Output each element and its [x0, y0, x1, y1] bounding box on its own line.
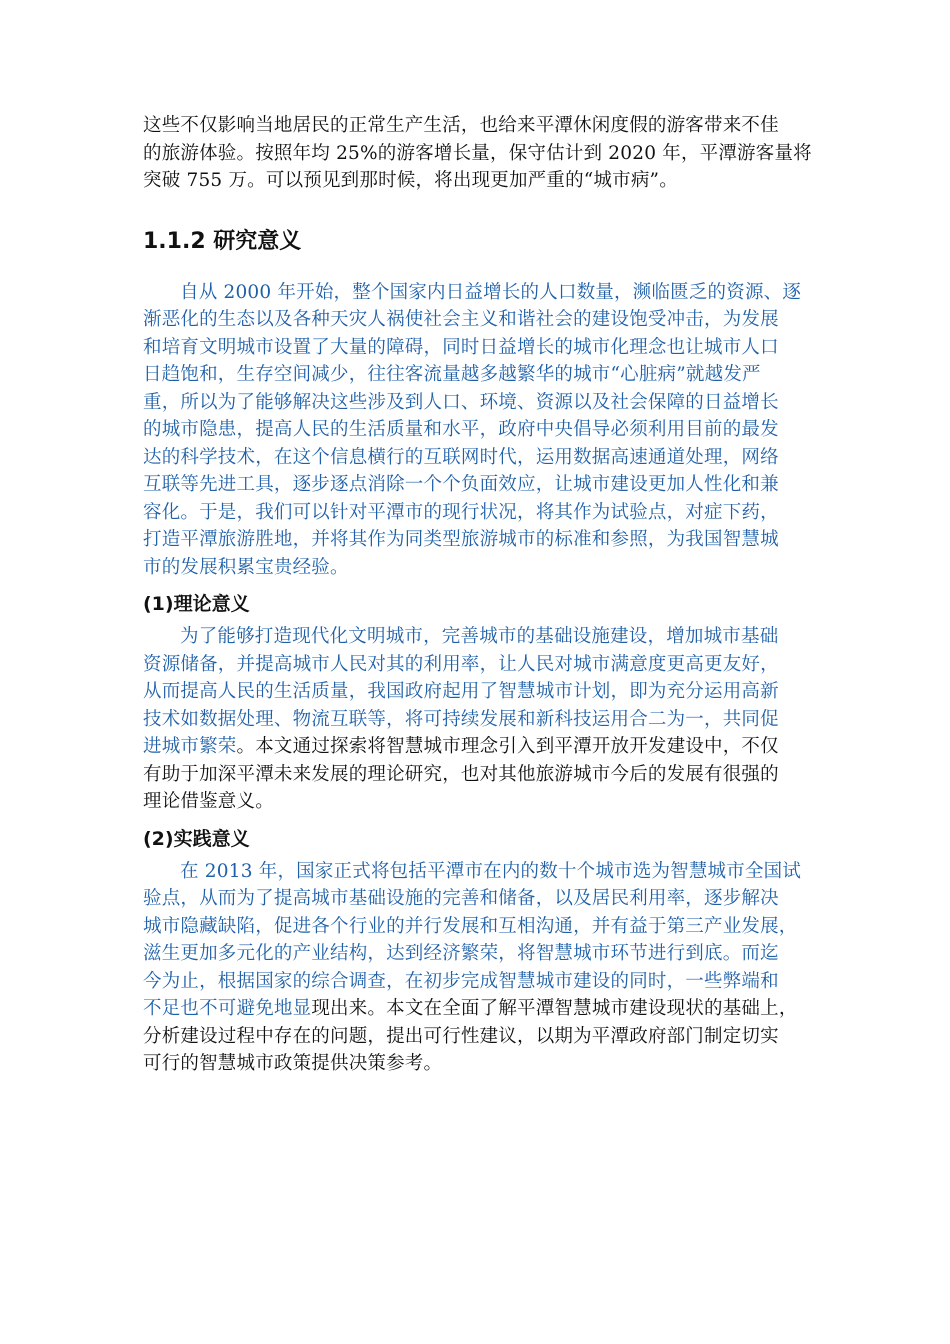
- text-segment: 不足也不可避免地显: [143, 998, 312, 1019]
- text-line: 为了能够打造现代化文明城市，完善城市的基础设施建设，增加城市基础: [180, 626, 779, 647]
- text-line: 自从 2000 年开始，整个国家内日益增长的人口数量，濒临匮乏的资源、逐: [180, 281, 802, 303]
- text-line: 理论借鉴意义。: [143, 791, 274, 812]
- text-line: 突破 755 万。可以预见到那时候，将出现更加严重的“城市病”。: [143, 170, 678, 191]
- text-line: 重，所以为了能够解决这些涉及到人口、环境、资源以及社会保障的日益增长: [143, 391, 779, 413]
- text-line: 验点，从而为了提高城市基础设施的完善和储备，以及居民利用率，逐步解决: [143, 888, 779, 909]
- text-line: 打造平潭旅游胜地，并将其作为同类型旅游城市的标准和参照，为我国智慧城: [143, 529, 779, 550]
- text-line: [143, 995, 811, 1023]
- text-line: 互联等先进工具，逐步逐点消除一个个负面效应，让城市建设更加人性化和兼: [143, 474, 779, 495]
- text-line: 今为止，根据国家的综合调查，在初步完成智慧城市建设的同时，一些弊端和: [143, 970, 779, 992]
- text-line: 市的发展积累宝贵经验。: [143, 556, 349, 578]
- text-segment: 现出来。本文在全面了解平潭智慧城市建设现状的基础上，: [311, 998, 798, 1019]
- text-line: 渐恶化的生态以及各种天灾人祸使社会主义和谐社会的建设饱受冲击，为发展: [143, 309, 779, 330]
- text-segment: 。本文通过探索将智慧城市理念引入到平潭开放开发建设中，不仅: [236, 736, 779, 757]
- text-line: [143, 733, 811, 761]
- text-line: 容化。于是，我们可以针对平潭市的现行状况，将其作为试验点，对症下药，: [143, 501, 779, 523]
- text-line: 在 2013 年，国家正式将包括平潭市在内的数十个城市选为智慧城市全国试: [180, 860, 802, 882]
- text-line: 从而提高人民的生活质量，我国政府起用了智慧城市计划，即为充分运用高新: [143, 681, 779, 702]
- text-line: 这些不仅影响当地居民的正常生产生活，也给来平潭休闲度假的游客带来不佳: [143, 115, 779, 136]
- text-line: 技术如数据处理、物流互联等，将可持续发展和新科技运用合二为一，共同促: [143, 708, 779, 730]
- text-line: 和培育文明城市设置了大量的障碍，同时日益增长的城市化理念也让城市人口: [143, 336, 779, 358]
- text-line: 城市隐藏缺陷，促进各个行业的并行发展和互相沟通，并有益于第三产业发展，: [143, 915, 798, 937]
- text-line: 达的科学技术，在这个信息横行的互联网时代，运用数据高速通道处理，网络: [143, 446, 779, 468]
- text-segment: 进城市繁荣: [143, 736, 237, 757]
- paragraph-research-significance: [143, 279, 811, 582]
- text-line: 可行的智慧城市政策提供决策参考。: [143, 1053, 443, 1074]
- section-heading: 1.1.2 研究意义: [143, 228, 302, 254]
- text-line: 分析建设过程中存在的问题，提出可行性建议，以期为平潭政府部门制定切实: [143, 1025, 779, 1047]
- text-line: 资源储备，并提高城市人民对其的利用率，让人民对城市满意度更高更友好，: [143, 653, 779, 675]
- subheading-practice: (2)实践意义: [143, 827, 250, 850]
- text-line: 的城市隐患，提高人民的生活质量和水平，政府中央倡导必须利用目前的最发: [143, 419, 779, 440]
- paragraph-practical-significance: [143, 858, 811, 1078]
- intro-paragraph: [143, 112, 811, 195]
- paragraph-theoretical-significance: [143, 623, 811, 816]
- text-line: 日趋饱和，生存空间减少，往往客流量越多越繁华的城市“心脏病”就越发严: [143, 364, 761, 385]
- document-page: [143, 112, 811, 1078]
- text-line: 滋生更加多元化的产业结构，达到经济繁荣，将智慧城市环节进行到底。而迄: [143, 943, 779, 964]
- text-line: 有助于加深平潭未来发展的理论研究，也对其他旅游城市今后的发展有很强的: [143, 763, 779, 785]
- subheading-theory: (1)理论意义: [143, 593, 250, 615]
- text-line: 的旅游体验。按照年均 25%的游客增长量，保守估计到 2020 年，平潭游客量将: [143, 142, 812, 164]
